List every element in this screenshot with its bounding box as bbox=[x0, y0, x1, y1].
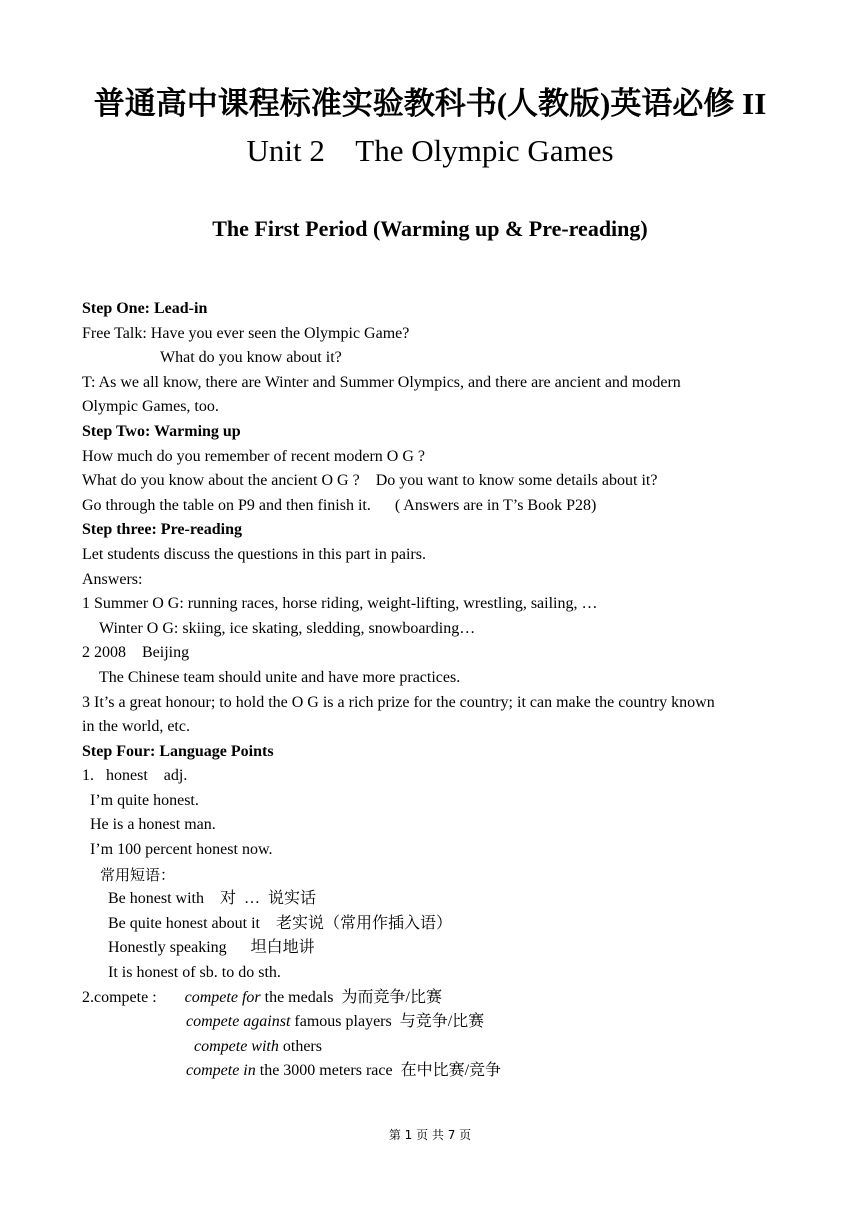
answer-line: in the world, etc. bbox=[82, 718, 190, 736]
language-point-heading: 2.compete : bbox=[82, 988, 157, 1006]
answer-line: 3 It’s a great honour; to hold the O G is a rich prize for the country; it can make the country known bbox=[82, 693, 715, 711]
phrases-label: 常用短语： bbox=[100, 865, 176, 884]
language-point-heading: 1. honest adj. bbox=[82, 767, 188, 785]
compete-line bbox=[82, 986, 792, 1011]
phrase-term: compete for bbox=[184, 988, 261, 1006]
paragraph-line: What do you know about the ancient O G ? Do you want to know some details about it? bbox=[82, 472, 658, 490]
step-one-heading: Step One: Lead-in bbox=[82, 300, 208, 317]
phrase-gloss: the 3000 meters race 在中比赛/竞争 bbox=[255, 1062, 502, 1080]
unit-title: Unit 2 The Olympic Games bbox=[246, 133, 614, 168]
phrase-term: compete against bbox=[186, 1013, 291, 1031]
phrase-term: compete in bbox=[186, 1062, 256, 1080]
phrase-term: compete with bbox=[194, 1037, 279, 1055]
step-four-heading: Step Four: Language Points bbox=[82, 742, 274, 760]
example-sentence: He is a honest man. bbox=[90, 816, 216, 834]
example-sentence: I’m 100 percent honest now. bbox=[90, 841, 273, 859]
teacher-line: Olympic Games, too. bbox=[82, 398, 219, 416]
answer-line: The Chinese team should unite and have more practices. bbox=[99, 668, 461, 686]
step-three-heading: Step three: Pre-reading bbox=[82, 521, 242, 539]
answers-label: Answers: bbox=[82, 570, 143, 588]
phrase-gloss: others bbox=[278, 1037, 322, 1055]
compete-line bbox=[82, 1059, 792, 1084]
teacher-line: T: As we all know, there are Winter and Summer Olympics, and there are ancient and modern bbox=[82, 373, 681, 391]
answer-line: 2 2008 Beijing bbox=[82, 644, 190, 662]
lesson-body bbox=[82, 297, 792, 1084]
page-footer: 第 1 页 共 7 页 bbox=[388, 1128, 472, 1142]
compete-line bbox=[82, 1010, 792, 1035]
phrase-gloss: famous players 与竞争/比赛 bbox=[290, 1013, 485, 1031]
answer-line: Winter O G: skiing, ice skating, sledding, snowboarding… bbox=[99, 619, 476, 637]
phrase-item: Be honest with 对 … 说实话 bbox=[108, 890, 316, 908]
phrase-item: Be quite honest about it 老实说（常用作插入语） bbox=[108, 914, 452, 932]
example-sentence: I’m quite honest. bbox=[90, 791, 199, 809]
period-heading: The First Period (Warming up & Pre-reading) bbox=[212, 216, 648, 241]
phrase-item: Honestly speaking 坦白地讲 bbox=[108, 939, 315, 957]
free-talk-question: What do you know about it? bbox=[160, 349, 342, 367]
free-talk-question: Free Talk: Have you ever seen the Olympic Game? bbox=[82, 324, 410, 342]
answer-line: 1 Summer O G: running races, horse riding, weight-lifting, wrestling, sailing, … bbox=[82, 595, 598, 613]
step-two-heading: Step Two: Warming up bbox=[82, 422, 241, 440]
phrase-gloss: the medals 为而竞争/比赛 bbox=[260, 988, 442, 1006]
phrase-item: It is honest of sb. to do sth. bbox=[108, 964, 281, 982]
paragraph-line: Go through the table on P9 and then finish it. ( Answers are in T’s Book P28) bbox=[82, 496, 597, 514]
document-title: 普通高中课程标准实验教科书(人教版)英语必修 II bbox=[93, 86, 767, 121]
paragraph-line: Let students discuss the questions in this part in pairs. bbox=[82, 545, 426, 563]
compete-line bbox=[82, 1035, 792, 1060]
paragraph-line: How much do you remember of recent modern O G ? bbox=[82, 447, 425, 465]
